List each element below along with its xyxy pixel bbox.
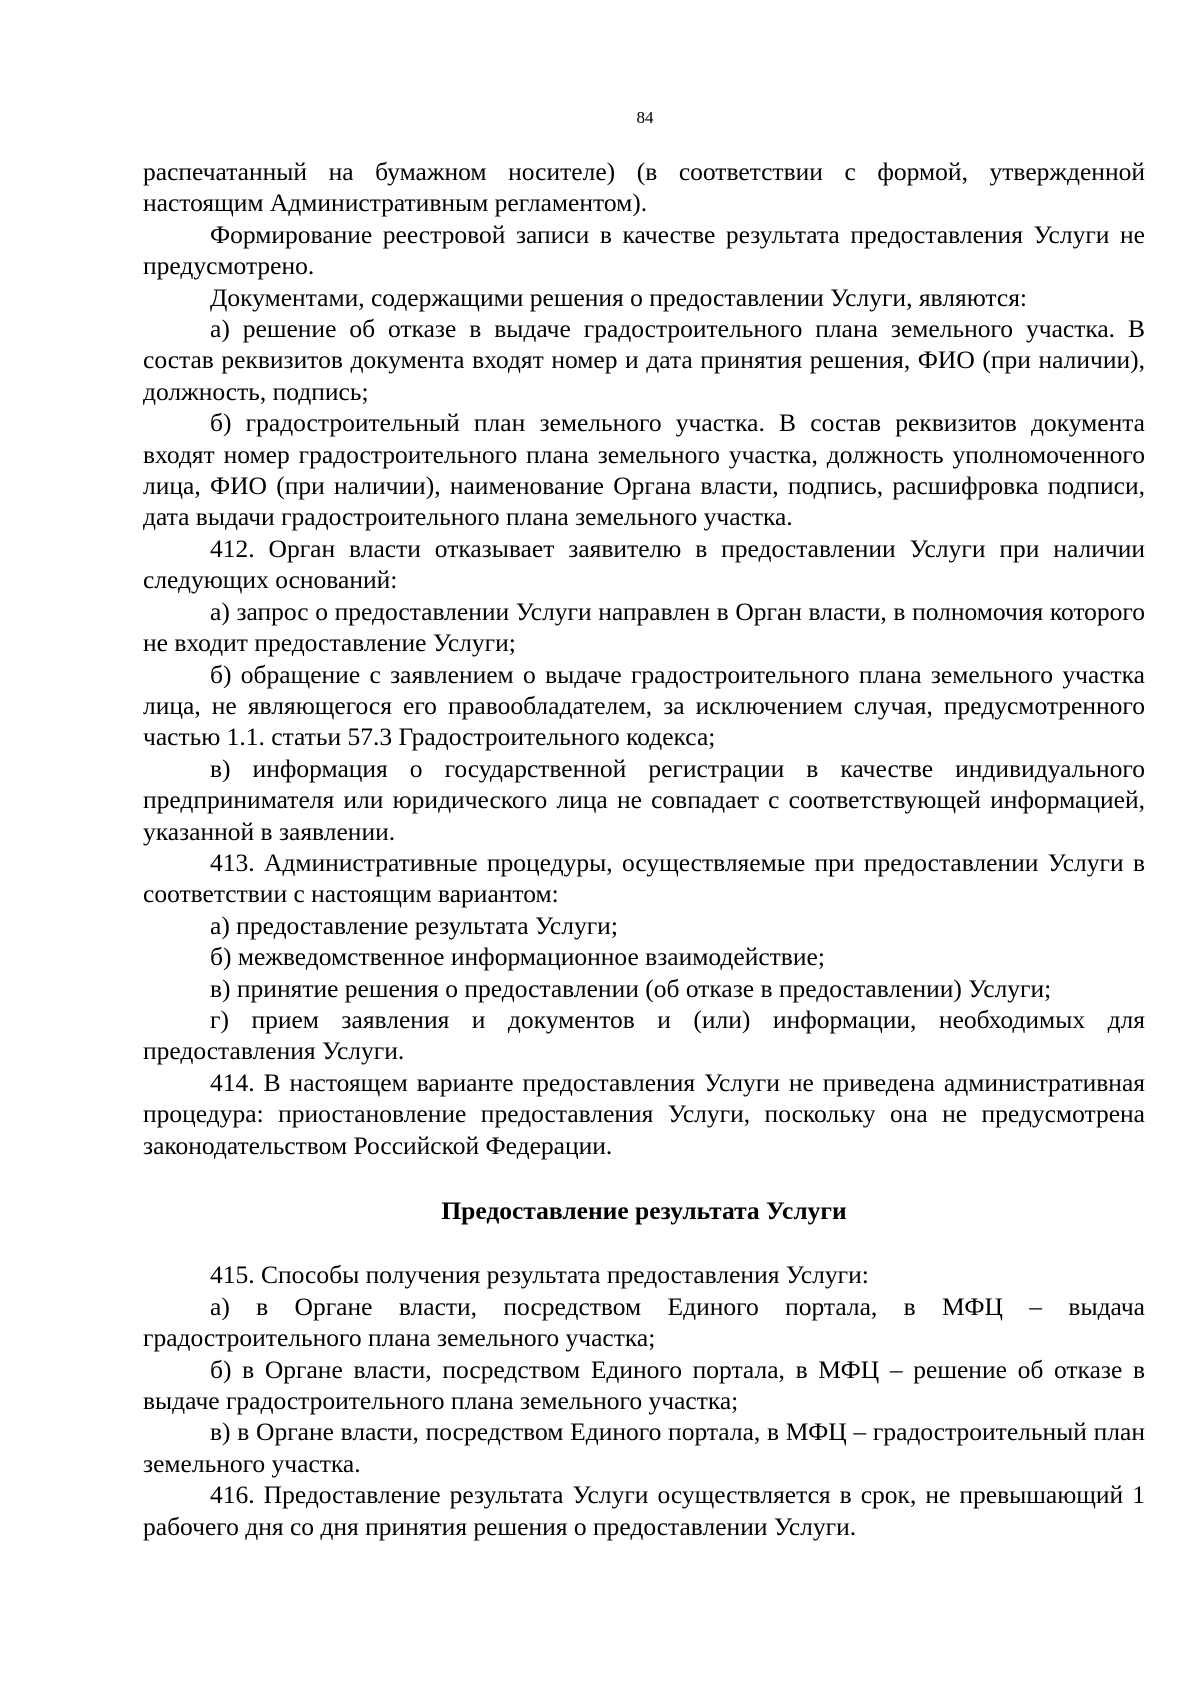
list-item-412-a: а) запрос о предоставлении Услуги направлен в Орган власти, в полномочия которого не входит предоставление Услуги;: [143, 596, 1145, 658]
list-item-415-a: а) в Органе власти, посредством Единого портала, в МФЦ – выдача градостроительного плана земельного участка;: [143, 1291, 1145, 1353]
list-item-415-c: в) в Органе власти, посредством Единого портала, в МФЦ – градостроительный план земельного участка.: [143, 1417, 1145, 1478]
paragraph-412: 412. Орган власти отказывает заявителю в предоставлении Услуги при наличии следующих оснований:: [143, 533, 1145, 595]
page-number: 84: [636, 108, 654, 127]
paragraph-416: 416. Предоставление результата Услуги осуществляется в срок, не превышающий 1 рабочего дня со дня принятия решения о предоставлении Услуги.: [143, 1480, 1145, 1541]
paragraph-decision-documents: Документами, содержащими решения о предоставлении Услуги, являются:: [210, 282, 1028, 312]
paragraph-continuation: распечатанный на бумажном носителе) (в соответствии с формой, утвержденной настоящим Административным регламентом).: [143, 157, 1145, 218]
document-body: [143, 156, 1145, 1542]
list-item-413-a: а) предоставление результата Услуги;: [210, 910, 618, 940]
list-item-413-d: г) прием заявления и документов и (или) информации, необходимых для предоставления Услуги.: [143, 1004, 1145, 1066]
list-item-urban-plan: б) градостроительный план земельного участка. В состав реквизитов документа входят номер градостроительного плана земельного участка, должность уполномоченного лица, ФИО (при наличии), наименование Органа власти, подпись, расшифровка подписи, дата выдачи градостроительного плана земельного участка.: [143, 408, 1145, 532]
section-heading: Предоставление результата Услуги: [441, 1196, 847, 1225]
list-item-412-b: б) обращение с заявлением о выдаче градостроительного плана земельного участка лица, не являющегося его правообладателем, за исключением случая, предусмотренного частью 1.1. статьи 57.3 Градостроительного кодекса;: [143, 659, 1145, 752]
list-item-413-b: б) межведомственное информационное взаимодействие;: [210, 942, 825, 972]
list-item-refusal-decision: а) решение об отказе в выдаче градостроительного плана земельного участка. В состав реквизитов документа входят номер и дата принятия решения, ФИО (при наличии), должность, подпись;: [143, 314, 1145, 406]
list-item-415-b: б) в Органе власти, посредством Единого портала, в МФЦ – решение об отказе в выдаче градостроительного плана земельного участка;: [143, 1354, 1145, 1416]
list-item-412-c: в) информация о государственной регистрации в качестве индивидуального предпринимателя или юридического лица не совпадает с соответствующей информацией, указанной в заявлении.: [143, 753, 1145, 846]
paragraph-414: 414. В настоящем варианте предоставления Услуги не приведена административная процедура: приостановление предоставления Услуги, поскольку она не предусмотрена законодательством Российской Федерации.: [143, 1067, 1145, 1160]
list-item-413-c: в) принятие решения о предоставлении (об отказе в предоставлении) Услуги;: [210, 973, 1052, 1003]
paragraph-415: 415. Способы получения результата предоставления Услуги:: [210, 1260, 869, 1290]
paragraph-413: 413. Административные процедуры, осуществляемые при предоставлении Услуги в соответствии с настоящим вариантом:: [143, 847, 1145, 909]
paragraph-registry-record: Формирование реестровой записи в качестве результата предоставления Услуги не предусмотрено.: [143, 219, 1145, 281]
